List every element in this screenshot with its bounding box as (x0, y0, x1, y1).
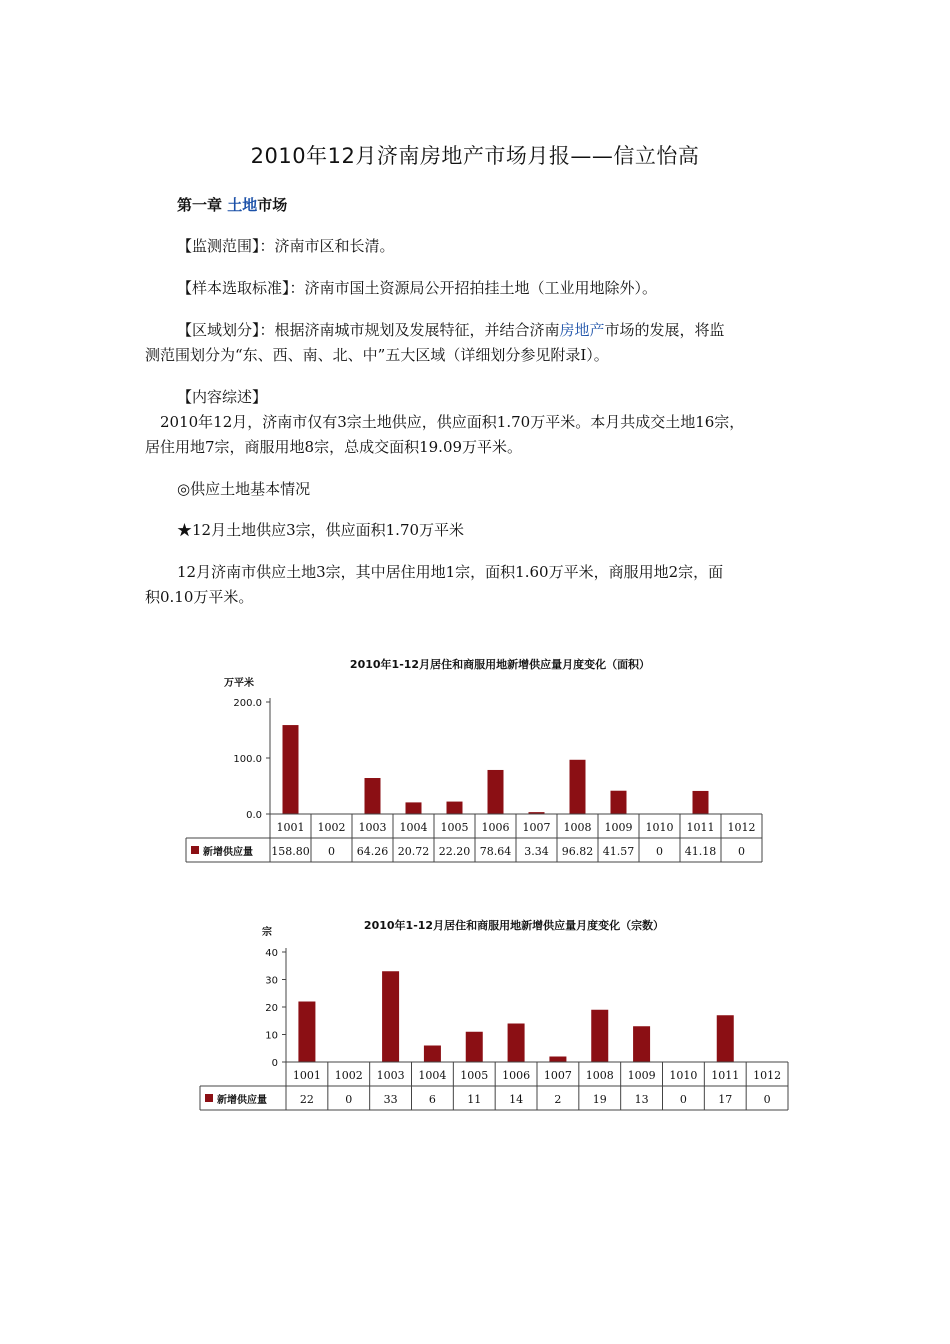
page-title: 2010年12月济南房地产市场月报——信立怡高 (250, 144, 700, 168)
summary-heading: 【内容综述】 (177, 388, 268, 406)
value-label: 22.20 (438, 845, 471, 858)
y-tick-label: 0.0 (246, 810, 262, 821)
value-label: 158.80 (271, 845, 310, 858)
bar-1004 (424, 1046, 441, 1063)
category-label: 1006 (481, 821, 510, 834)
category-label: 1001 (292, 1069, 321, 1082)
value-label: 0 (679, 1093, 687, 1106)
summary-line-1: 2010年12月，济南市仅有3宗土地供应，供应面积1.70万平米。本月共成交土地16宗， (160, 413, 745, 431)
chart-title: 2010年1-12月居住和商服用地新增供应量月度变化（宗数） (363, 919, 665, 932)
category-label: 1008 (585, 1069, 614, 1082)
value-label: 0 (328, 845, 335, 858)
value-label: 14 (509, 1093, 524, 1106)
chart-unit-label: 万平米 (224, 678, 254, 689)
real-estate-link[interactable]: 房地产 (559, 321, 605, 339)
bar-1006 (508, 1024, 525, 1063)
value-label: 0 (738, 845, 745, 858)
region-paragraph-cont: 测范围划分为“东、西、南、北、中”五大区域（详细划分参见附录Ⅰ）。 (145, 346, 609, 364)
y-tick-label: 200.0 (233, 698, 262, 709)
legend-label: 新增供应量 (217, 1095, 267, 1106)
y-tick-label: 40 (265, 948, 278, 959)
y-tick-label: 10 (265, 1030, 278, 1042)
value-label: 3.34 (524, 845, 549, 858)
category-label: 1002 (317, 821, 346, 834)
region-text-b: 市场的发展，将监 (604, 321, 725, 339)
category-label: 1004 (399, 821, 428, 834)
value-label: 0 (656, 845, 663, 858)
value-label: 0 (763, 1093, 771, 1106)
detail-line-1: 12月济南市供应土地3宗，其中居住用地1宗，面积1.60万平米，商服用地2宗，面 (177, 563, 724, 581)
category-label: 1009 (627, 1069, 656, 1082)
bar-1003 (382, 971, 399, 1062)
category-label: 1012 (727, 821, 756, 834)
region-text-a: 【区域划分】：根据济南城市规划及发展特征，并结合济南 (177, 321, 560, 339)
detail-line-2: 积0.10万平米。 (145, 588, 254, 606)
bar-1001 (298, 1002, 315, 1063)
value-label: 78.64 (479, 845, 512, 858)
value-label: 2 (554, 1093, 562, 1106)
value-label: 22 (299, 1093, 314, 1106)
category-label: 1008 (563, 821, 592, 834)
bar-1005 (466, 1032, 483, 1062)
land-link[interactable]: 土地 (227, 196, 258, 214)
summary-line-2: 居住用地7宗，商服用地8宗，总成交面积19.09万平米。 (145, 438, 523, 456)
value-label: 11 (467, 1093, 482, 1106)
supply-heading: ◎供应土地基本情况 (177, 480, 311, 498)
category-label: 1007 (543, 1069, 572, 1082)
category-label: 1005 (440, 821, 469, 834)
value-label: 41.57 (602, 845, 635, 858)
value-label: 20.72 (397, 845, 430, 858)
bar-1011 (717, 1015, 734, 1062)
category-label: 1006 (502, 1069, 531, 1082)
category-label: 1011 (686, 821, 715, 834)
legend-label: 新增供应量 (203, 847, 253, 858)
category-label: 1010 (645, 821, 674, 834)
bar-1009 (633, 1026, 650, 1062)
bar-1008 (591, 1010, 608, 1062)
category-label: 1009 (604, 821, 633, 834)
category-label: 1004 (418, 1069, 447, 1082)
y-tick-label: 100.0 (233, 754, 262, 765)
category-label: 1003 (358, 821, 387, 834)
value-label: 19 (592, 1093, 607, 1106)
y-tick-label: 20 (265, 1003, 278, 1014)
value-label: 41.18 (684, 845, 717, 858)
bar-1007 (549, 1057, 566, 1063)
value-label: 0 (345, 1093, 353, 1106)
chart-title: 2010年1-12月居住和商服用地新增供应量月度变化（面积） (349, 658, 651, 671)
category-label: 1011 (711, 1069, 740, 1082)
category-label: 1005 (460, 1069, 489, 1082)
supply-star-line: ★12月土地供应3宗，供应面积1.70万平米 (177, 521, 465, 539)
value-label: 17 (718, 1093, 733, 1106)
category-label: 1007 (522, 821, 551, 834)
value-label: 33 (383, 1093, 398, 1106)
chapter-prefix: 第一章 (177, 196, 228, 214)
value-label: 64.26 (356, 845, 389, 858)
scope-paragraph: 【监测范围】：济南市区和长清。 (177, 237, 395, 255)
chapter-suffix: 市场 (257, 196, 288, 214)
legend-swatch (205, 1094, 213, 1102)
chart-unit-label: 宗 (262, 927, 272, 938)
y-tick-label: 0 (271, 1058, 278, 1069)
category-label: 1003 (376, 1069, 405, 1082)
category-label: 1012 (753, 1069, 782, 1082)
value-label: 96.82 (561, 845, 594, 858)
sample-paragraph: 【样本选取标准】：济南市国土资源局公开招拍挂土地（工业用地除外）。 (177, 279, 658, 297)
value-label: 6 (428, 1093, 436, 1106)
value-label: 13 (634, 1093, 649, 1106)
category-label: 1002 (334, 1069, 363, 1082)
category-label: 1001 (276, 821, 305, 834)
y-tick-label: 30 (265, 975, 278, 987)
category-label: 1010 (669, 1069, 698, 1082)
